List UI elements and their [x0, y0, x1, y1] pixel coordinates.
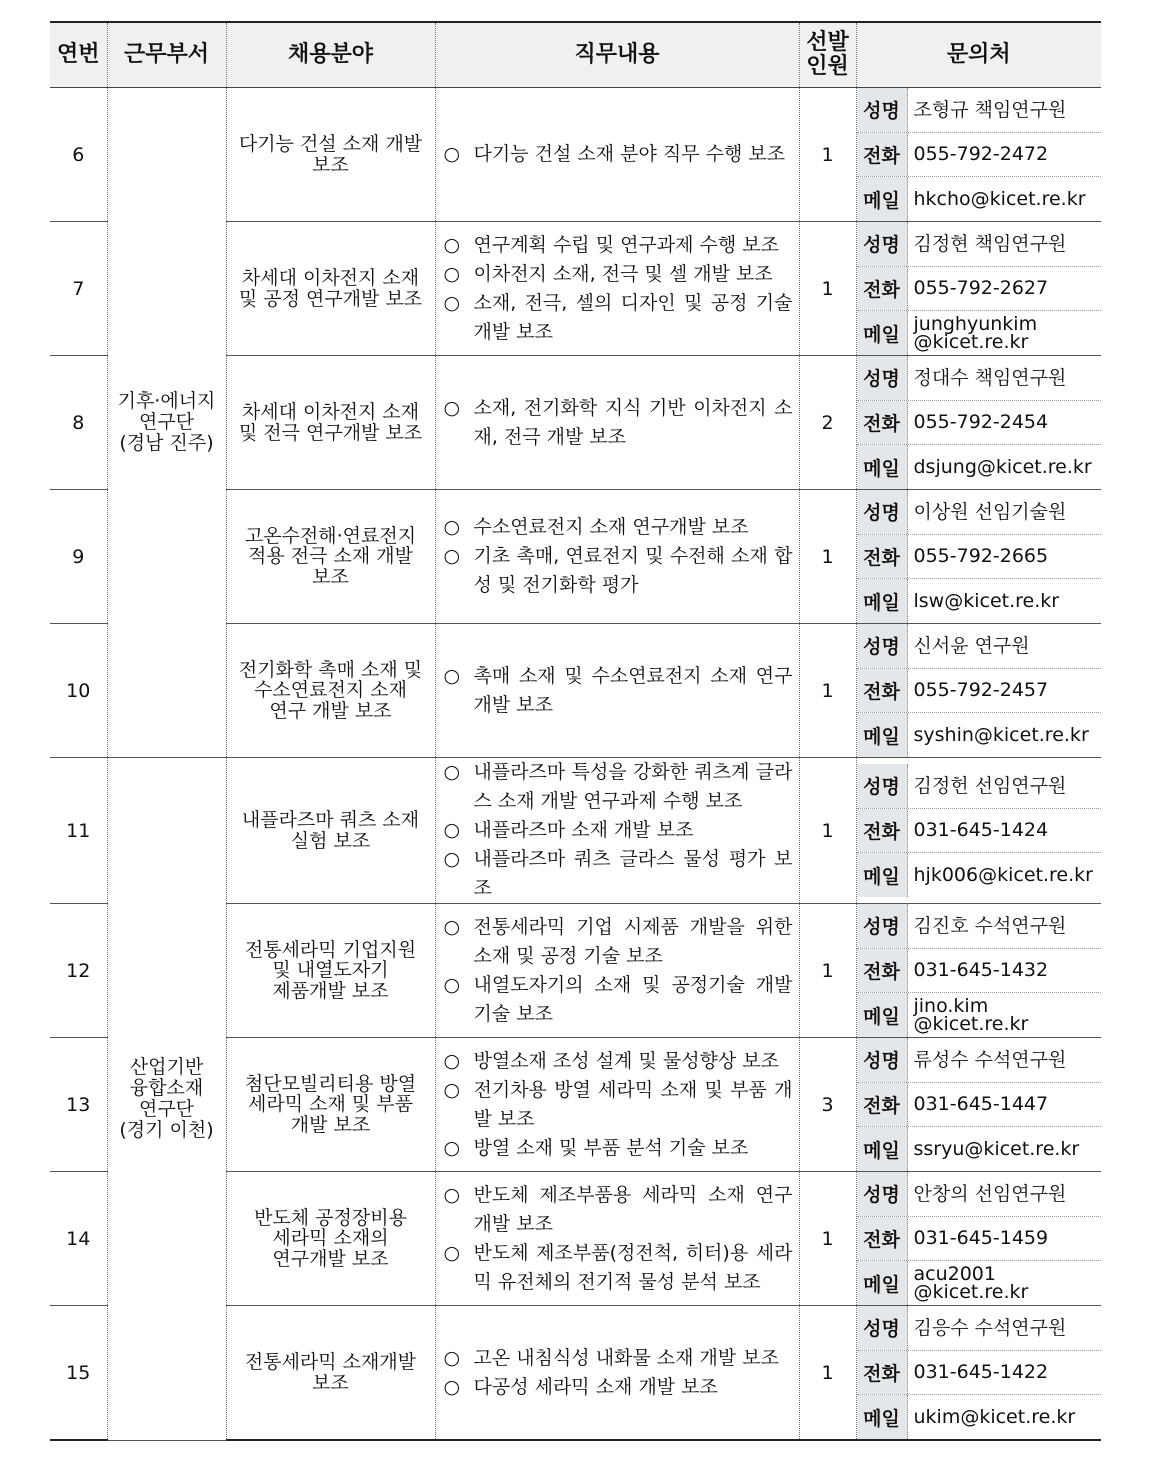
contact-cell — [856, 88, 1101, 222]
contact-email-label: 메일 — [857, 177, 908, 221]
bullet-icon: ○ — [443, 262, 461, 285]
contact-email: hkcho@kicet.re.kr — [913, 187, 1086, 210]
contact-email-label: 메일 — [857, 853, 908, 897]
field-cell: 첨단모빌리티용 방열 세라믹 소재 및 부품 개발 보조 — [226, 1038, 435, 1172]
table-row — [50, 88, 1101, 222]
contact-phone-row — [857, 669, 1102, 714]
contact-phone-row — [857, 949, 1102, 994]
department-cell: 산업기반 융합소재 연구단 (경기 이천) — [107, 758, 226, 1441]
contact-email-label: 메일 — [857, 311, 908, 355]
hire-count: 3 — [799, 1038, 856, 1172]
duty-list — [444, 1344, 793, 1402]
contact-name-row — [857, 1306, 1102, 1351]
field-cell: 전기화학 촉매 소재 및 수소연료전지 소재 연구 개발 보조 — [226, 624, 435, 758]
contact-cell — [856, 1172, 1101, 1306]
contact-name-label: 성명 — [857, 356, 908, 400]
duty-item — [444, 394, 793, 452]
duty-list — [444, 913, 793, 1029]
contact-cell — [856, 758, 1101, 904]
duty-text: 내열도자기의 소재 및 공정기술 개발 기술 보조 — [473, 973, 793, 1025]
contact-phone: 031-645-1447 — [913, 1093, 1049, 1116]
contact-phone-label: 전화 — [857, 1217, 908, 1261]
duty-text: 전통세라믹 기업 시제품 개발을 위한 소재 및 공정 기술 보조 — [473, 915, 793, 967]
bullet-icon: ○ — [443, 1049, 461, 1072]
duty-text: 내플라즈마 쿼츠 글라스 물성 평가 보조 — [473, 848, 793, 899]
duty-text: 다기능 건설 소재 분야 직무 수행 보조 — [473, 143, 786, 165]
header-field: 채용분야 — [226, 22, 435, 88]
row-number: 11 — [50, 758, 107, 904]
contact-phone-row — [857, 535, 1102, 580]
bullet-icon: ○ — [443, 396, 461, 419]
contact-name-label: 성명 — [857, 222, 908, 266]
contact-email-row — [857, 1127, 1102, 1171]
bullet-icon: ○ — [443, 516, 461, 538]
duty-item — [444, 758, 793, 816]
contact-name: 정대수 책임연구원 — [913, 366, 1067, 389]
contact-phone: 055-792-2457 — [913, 679, 1049, 702]
contact-cell — [856, 1038, 1101, 1172]
duty-item — [444, 913, 793, 971]
contact-email-row — [857, 1395, 1102, 1439]
contact-phone: 031-645-1459 — [913, 1227, 1049, 1250]
header-no: 연번 — [50, 22, 107, 88]
contact-phone: 031-645-1422 — [913, 1361, 1049, 1384]
contact-email-label: 메일 — [857, 713, 908, 757]
duty-cell — [435, 758, 799, 904]
contact-name: 김정현 책임연구원 — [913, 232, 1067, 255]
row-number: 12 — [50, 904, 107, 1038]
contact-email-label: 메일 — [857, 1261, 908, 1305]
hire-count: 2 — [799, 356, 856, 490]
contact-cell — [856, 222, 1101, 356]
contact-phone-label: 전화 — [857, 267, 908, 311]
duty-list — [444, 758, 793, 903]
contact-phone-label: 전화 — [857, 669, 908, 713]
contact-email-label: 메일 — [857, 445, 908, 489]
hire-count: 1 — [799, 1172, 856, 1306]
duty-cell — [435, 1038, 799, 1172]
contact-phone-label: 전화 — [857, 133, 908, 177]
hire-count: 1 — [799, 1306, 856, 1441]
contact-cell — [856, 1306, 1101, 1441]
contact-name-row — [857, 88, 1102, 133]
contact-name: 조형규 책임연구원 — [913, 98, 1067, 121]
contact-email: junghyunkim @kicet.re.kr — [913, 312, 1038, 354]
contact-phone-row — [857, 267, 1102, 312]
contact-email: dsjung@kicet.re.kr — [913, 455, 1092, 478]
contact-email: lsw@kicet.re.kr — [913, 589, 1060, 612]
duty-item — [444, 1239, 793, 1297]
duty-item — [444, 971, 793, 1029]
contact-email-row — [857, 579, 1102, 623]
bullet-icon: ○ — [443, 915, 461, 938]
contact-email: ukim@kicet.re.kr — [913, 1405, 1076, 1428]
duty-cell — [435, 222, 799, 356]
bullet-icon: ○ — [443, 761, 461, 783]
contact-phone-row — [857, 133, 1102, 178]
duty-text: 반도체 제조부품용 세라믹 소재 연구 개발 보조 — [473, 1183, 793, 1235]
contact-email-row — [857, 311, 1102, 355]
duty-text: 소재, 전기화학 지식 기반 이차전지 소재, 전극 개발 보조 — [473, 396, 793, 448]
bullet-icon: ○ — [443, 291, 461, 314]
duty-text: 반도체 제조부품(정전척, 히터)용 세라믹 유전체의 전기적 물성 분석 보조 — [473, 1241, 793, 1293]
bullet-icon: ○ — [443, 848, 461, 870]
contact-name-row — [857, 356, 1102, 401]
hire-count: 1 — [799, 758, 856, 904]
duty-cell — [435, 356, 799, 490]
hire-count: 1 — [799, 904, 856, 1038]
contact-phone: 031-645-1432 — [913, 959, 1049, 982]
duty-item — [444, 260, 793, 289]
hire-count: 1 — [799, 624, 856, 758]
bullet-icon: ○ — [443, 143, 461, 165]
header-contact: 문의처 — [856, 22, 1101, 88]
duty-item — [444, 140, 793, 169]
row-number: 6 — [50, 88, 107, 222]
contact-email-label: 메일 — [857, 579, 908, 623]
field-cell: 다기능 건설 소재 개발 보조 — [226, 88, 435, 222]
duty-text: 소재, 전극, 셀의 디자인 및 공정 기술 개발 보조 — [473, 291, 793, 343]
contact-phone: 055-792-2665 — [913, 545, 1049, 568]
duty-text: 고온 내침식성 내화물 소재 개발 보조 — [473, 1346, 780, 1369]
contact-phone-label: 전화 — [857, 809, 908, 853]
contact-email-label: 메일 — [857, 993, 908, 1037]
contact-name-row — [857, 764, 1102, 809]
duty-text: 방열 소재 및 부품 분석 기술 보조 — [473, 1136, 749, 1159]
contact-name-label: 성명 — [857, 88, 908, 132]
field-cell: 내플라즈마 쿼츠 소재 실험 보조 — [226, 758, 435, 904]
row-number: 15 — [50, 1306, 107, 1441]
contact-email: hjk006@kicet.re.kr — [913, 863, 1093, 886]
contact-name: 신서윤 연구원 — [913, 634, 1030, 657]
contact-cell — [856, 624, 1101, 758]
contact-phone: 055-792-2454 — [913, 411, 1049, 434]
contact-name-label: 성명 — [857, 1172, 908, 1216]
bullet-icon: ○ — [443, 1346, 461, 1369]
duty-text: 방열소재 조성 설계 및 물성향상 보조 — [473, 1049, 780, 1072]
duty-list — [444, 513, 793, 600]
contact-cell — [856, 904, 1101, 1038]
contact-phone-label: 전화 — [857, 949, 908, 993]
contact-name-label: 성명 — [857, 1038, 908, 1082]
duty-item — [444, 1373, 793, 1402]
duty-cell — [435, 904, 799, 1038]
contact-name-label: 성명 — [857, 490, 908, 534]
row-number: 7 — [50, 222, 107, 356]
bullet-icon: ○ — [443, 1375, 461, 1398]
contact-phone-row — [857, 1217, 1102, 1262]
duty-list — [444, 1181, 793, 1297]
contact-phone: 055-792-2627 — [913, 277, 1049, 300]
field-cell: 전통세라믹 소재개발 보조 — [226, 1306, 435, 1441]
duty-list — [444, 231, 793, 347]
duty-text: 촉매 소재 및 수소연료전지 소재 연구 개발 보조 — [473, 664, 793, 716]
contact-phone-label: 전화 — [857, 1083, 908, 1127]
header-duty: 직무내용 — [435, 22, 799, 88]
recruitment-table — [50, 21, 1101, 1441]
duty-text: 전기차용 방열 세라믹 소재 및 부품 개발 보조 — [473, 1078, 793, 1130]
duty-text: 이차전지 소재, 전극 및 셀 개발 보조 — [473, 262, 773, 285]
duty-list — [444, 662, 793, 720]
bullet-icon: ○ — [443, 664, 461, 687]
contact-name: 김진호 수석연구원 — [913, 914, 1067, 937]
bullet-icon: ○ — [443, 1136, 461, 1159]
row-number: 10 — [50, 624, 107, 758]
contact-name: 김응수 수석연구원 — [913, 1316, 1067, 1339]
duty-item — [444, 845, 793, 903]
contact-name-label: 성명 — [857, 1306, 908, 1350]
duty-item — [444, 1181, 793, 1239]
field-cell: 전통세라믹 기업지원 및 내열도자기 제품개발 보조 — [226, 904, 435, 1038]
contact-name-row — [857, 904, 1102, 949]
header-count: 선발 인원 — [799, 22, 856, 88]
contact-phone-row — [857, 401, 1102, 446]
duty-text: 내플라즈마 특성을 강화한 쿼츠계 글라스 소재 개발 연구과제 수행 보조 — [473, 761, 793, 812]
duty-item — [444, 513, 793, 542]
contact-cell — [856, 490, 1101, 624]
duty-text: 수소연료전지 소재 연구개발 보조 — [473, 516, 749, 538]
table-row — [50, 758, 1101, 904]
duty-item — [444, 662, 793, 720]
contact-phone-row — [857, 1351, 1102, 1396]
duty-text: 기초 촉매, 연료전지 및 수전해 소재 합성 및 전기화학 평가 — [473, 545, 793, 596]
bullet-icon: ○ — [443, 545, 461, 567]
contact-email-row — [857, 993, 1102, 1037]
duty-list — [444, 394, 793, 452]
contact-email-row — [857, 1261, 1102, 1305]
bullet-icon: ○ — [443, 1078, 461, 1101]
duty-item — [444, 1076, 793, 1134]
contact-email: jino.kim @kicet.re.kr — [913, 994, 1029, 1036]
contact-email-label: 메일 — [857, 1395, 908, 1439]
contact-name: 이상원 선임기술원 — [913, 500, 1067, 523]
contact-email: acu2001 @kicet.re.kr — [913, 1262, 1029, 1304]
contact-phone-row — [857, 809, 1102, 854]
contact-phone-label: 전화 — [857, 401, 908, 445]
contact-name-label: 성명 — [857, 904, 908, 948]
contact-name-row — [857, 490, 1102, 535]
contact-phone-label: 전화 — [857, 1351, 908, 1395]
table-body — [50, 88, 1101, 1441]
duty-item — [444, 1134, 793, 1163]
contact-name: 안창의 선임연구원 — [913, 1182, 1067, 1205]
duty-cell — [435, 1306, 799, 1441]
duty-cell — [435, 1172, 799, 1306]
contact-name-row — [857, 624, 1102, 669]
header-dept: 근무부서 — [107, 22, 226, 88]
row-number: 13 — [50, 1038, 107, 1172]
hire-count: 1 — [799, 490, 856, 624]
duty-item — [444, 289, 793, 347]
bullet-icon: ○ — [443, 819, 461, 841]
field-cell: 차세대 이차전지 소재 및 공정 연구개발 보조 — [226, 222, 435, 356]
contact-name-label: 성명 — [857, 764, 908, 808]
duty-text: 다공성 세라믹 소재 개발 보조 — [473, 1375, 718, 1398]
row-number: 8 — [50, 356, 107, 490]
bullet-icon: ○ — [443, 973, 461, 996]
hire-count: 1 — [799, 222, 856, 356]
contact-phone: 031-645-1424 — [913, 819, 1049, 842]
field-cell: 차세대 이차전지 소재 및 전극 연구개발 보조 — [226, 356, 435, 490]
contact-email-row — [857, 177, 1102, 221]
bullet-icon: ○ — [443, 233, 461, 256]
contact-email: syshin@kicet.re.kr — [913, 723, 1089, 746]
duty-cell — [435, 88, 799, 222]
field-cell: 고온수전해·연료전지 적용 전극 소재 개발 보조 — [226, 490, 435, 624]
duty-item — [444, 1047, 793, 1076]
duty-item — [444, 816, 793, 845]
contact-cell — [856, 356, 1101, 490]
contact-name-label: 성명 — [857, 624, 908, 668]
duty-item — [444, 231, 793, 260]
department-cell: 기후·에너지 연구단 (경남 진주) — [107, 88, 226, 758]
contact-email-row — [857, 445, 1102, 489]
duty-list — [444, 140, 793, 169]
contact-name-row — [857, 222, 1102, 267]
contact-name: 류성수 수석연구원 — [913, 1048, 1067, 1071]
header-row — [50, 22, 1101, 88]
contact-name-row — [857, 1172, 1102, 1217]
contact-email-row — [857, 853, 1102, 897]
duty-list — [444, 1047, 793, 1163]
contact-phone: 055-792-2472 — [913, 143, 1049, 166]
row-number: 14 — [50, 1172, 107, 1306]
field-cell: 반도체 공정장비용 세라믹 소재의 연구개발 보조 — [226, 1172, 435, 1306]
duty-text: 내플라즈마 소재 개발 보조 — [473, 819, 694, 841]
duty-item — [444, 1344, 793, 1373]
contact-email: ssryu@kicet.re.kr — [913, 1137, 1080, 1160]
contact-name: 김정헌 선임연구원 — [913, 774, 1067, 797]
contact-email-label: 메일 — [857, 1127, 908, 1171]
duty-text: 연구계획 수립 및 연구과제 수행 보조 — [473, 233, 780, 256]
contact-name-row — [857, 1038, 1102, 1083]
hire-count: 1 — [799, 88, 856, 222]
contact-phone-row — [857, 1083, 1102, 1128]
duty-cell — [435, 490, 799, 624]
bullet-icon: ○ — [443, 1241, 461, 1264]
contact-email-row — [857, 713, 1102, 757]
bullet-icon: ○ — [443, 1183, 461, 1206]
row-number: 9 — [50, 490, 107, 624]
duty-cell — [435, 624, 799, 758]
duty-item — [444, 542, 793, 600]
contact-phone-label: 전화 — [857, 535, 908, 579]
